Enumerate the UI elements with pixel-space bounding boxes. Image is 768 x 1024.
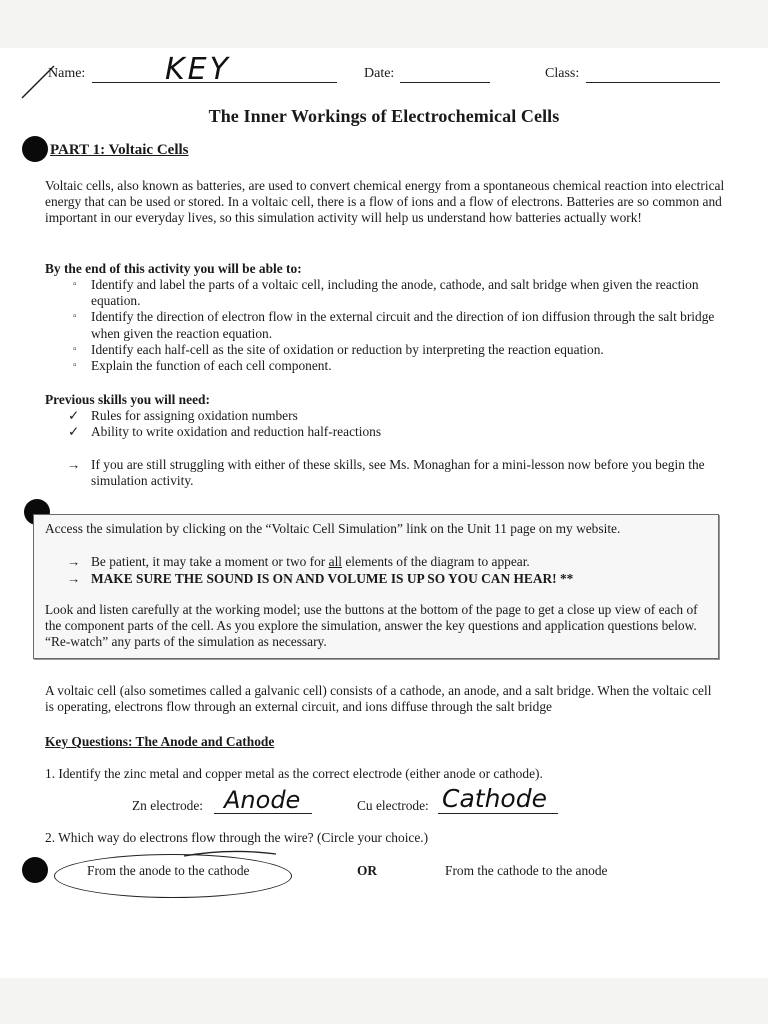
cu-handwritten-answer: Cathode (442, 784, 547, 813)
class-line (586, 66, 720, 83)
simulation-tip-patience: Be patient, it may take a moment or two for all elements of the diagram to appear. (91, 554, 530, 569)
arrow-right-icon: → (67, 457, 81, 472)
objective-item: ▫ Identify the direction of electron flow in the external circuit and the direction of ion diffusion through the salt bridge when given the reaction equation. (73, 309, 715, 341)
galvanic-cell-paragraph: A voltaic cell (also sometimes called a galvanic cell) consists of a cathode, an anode, and a salt bridge. When the voltaic cell is operating, electrons flow through an external circuit, and ions diffuse through the salt bridge (45, 683, 712, 715)
pen-stroke-mark (18, 62, 58, 102)
class-label: Class: (545, 66, 580, 81)
name-label: Name: (48, 66, 86, 81)
date-line (400, 66, 490, 83)
objective-item: ▫ Identify each half-cell as the site of oxidation or reduction by interpreting the reaction equation. (73, 341, 604, 357)
simulation-instructions-text: Look and listen carefully at the working model; use the buttons at the bottom of the page to get a close up view of each of the component parts of the cell. As you explore the simulation, answer the key questions and application questions below. “Re-watch” any parts of the simulation as necessary. (45, 602, 698, 650)
skills-heading: Previous skills you will need: (45, 392, 210, 407)
choice-cathode-to-anode: From the cathode to the anode (445, 863, 608, 878)
hole-punch-bottom (22, 857, 48, 883)
skills-note: If you are still struggling with either of these skills, see Ms. Monaghan for a mini-lesson now before you begin the simulation activity. (91, 457, 705, 489)
zn-electrode-label: Zn electrode: (132, 798, 204, 813)
objective-item: ▫ Identify and label the parts of a voltaic cell, including the anode, cathode, and salt bridge when given the reaction equation. (73, 277, 699, 309)
square-bullet-icon: ▫ (73, 343, 77, 355)
worksheet-title: The Inner Workings of Electrochemical Cells (208, 106, 560, 126)
part-heading: PART 1: Voltaic Cells (50, 142, 189, 158)
question-1: 1. Identify the zinc metal and copper metal as the correct electrode (either anode or cathode). (45, 766, 543, 781)
skill-checkmark-icon: ✓ (68, 424, 80, 439)
skill-item: Ability to write oxidation and reduction half-reactions (91, 424, 382, 439)
question-2: 2. Which way do electrons flow through the wire? (Circle your choice.) (45, 830, 429, 845)
choice-anode-to-cathode: From the anode to the cathode (87, 863, 250, 878)
key-questions-heading: Key Questions: The Anode and Cathode (45, 734, 275, 749)
square-bullet-icon: ▫ (73, 360, 77, 372)
square-bullet-icon: ▫ (73, 311, 77, 323)
choice-or: OR (357, 863, 378, 878)
name-handwritten-value: KEY (165, 52, 231, 87)
objective-item: ▫ Explain the function of each cell component. (73, 358, 332, 374)
objectives-list (73, 277, 726, 374)
objectives-heading: By the end of this activity you will be able to: (45, 261, 302, 276)
intro-paragraph: Voltaic cells, also known as batteries, are used to convert chemical energy from a spontaneous chemical reaction into electrical energy that can be used or stored. In a voltaic cell, there is a flow of ions and a flow of electrons. Batteries are so common and important in our everyday lives, so this simulation activity will help us understand how batteries actually work! (45, 178, 725, 226)
simulation-tip-sound: MAKE SURE THE SOUND IS ON AND VOLUME IS UP SO YOU CAN HEAR! ** (91, 571, 574, 586)
hole-punch-top (22, 136, 48, 162)
pen-stroke-mark (180, 846, 280, 862)
square-bullet-icon: ▫ (73, 279, 77, 290)
arrow-right-icon: → (67, 571, 81, 586)
arrow-right-icon: → (67, 554, 81, 569)
zn-handwritten-answer: Anode (224, 786, 301, 814)
skill-item: Rules for assigning oxidation numbers (91, 408, 298, 423)
date-label: Date: (364, 66, 395, 81)
skill-checkmark-icon: ✓ (68, 408, 80, 423)
cu-electrode-label: Cu electrode: (357, 798, 429, 813)
simulation-access-text: Access the simulation by clicking on the “Voltaic Cell Simulation” link on the Unit 11 page on my website. (45, 521, 621, 536)
